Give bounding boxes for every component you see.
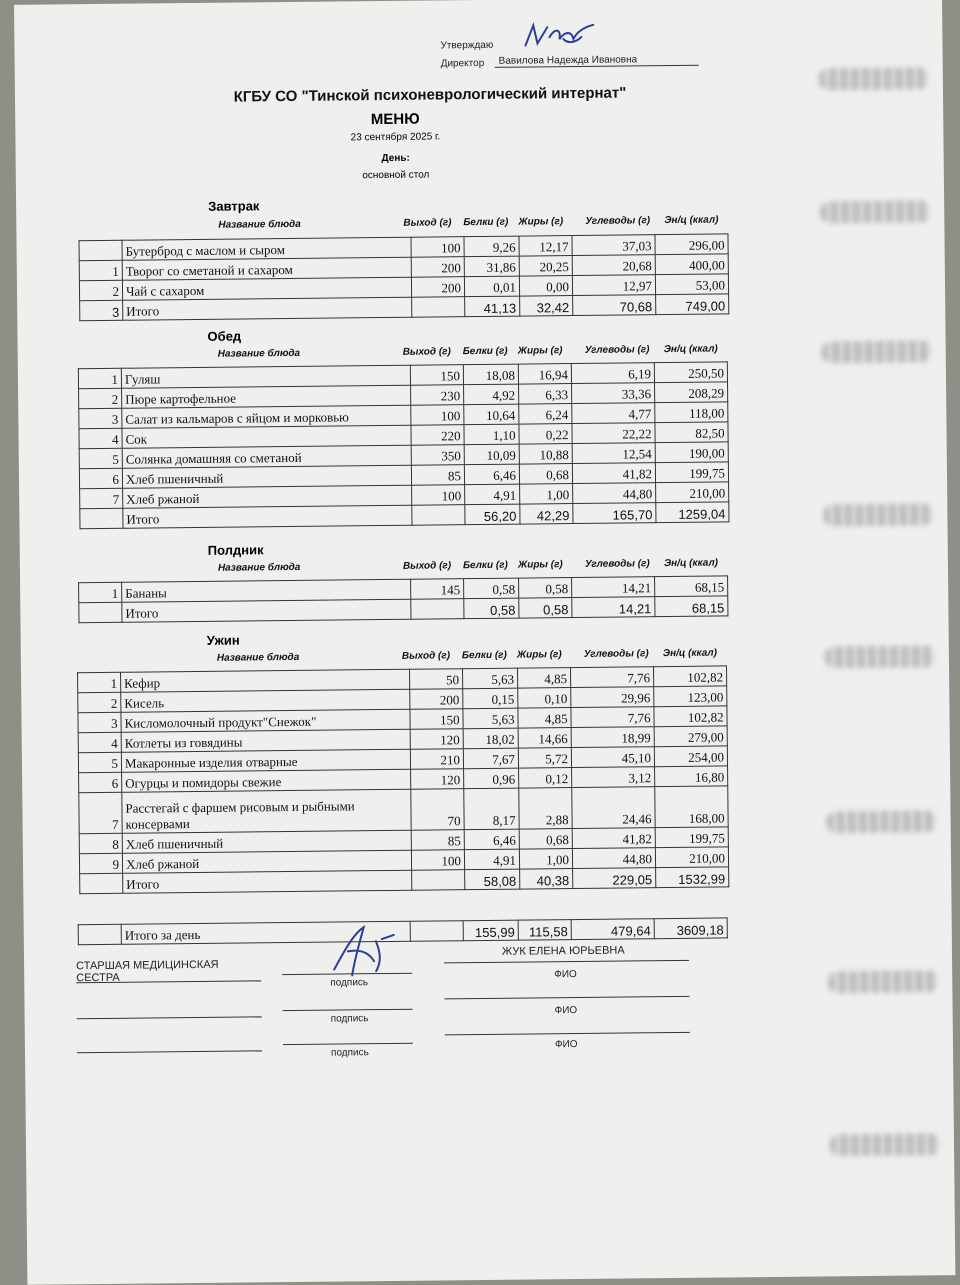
director-signature-icon — [519, 17, 609, 54]
position-line — [77, 1050, 262, 1053]
fat-cell: 1,00 — [520, 484, 573, 505]
row-number: 7 — [80, 488, 123, 508]
yield-cell: 100 — [411, 237, 464, 258]
bleed-through-mark — [828, 970, 938, 993]
energy-cell: 400,00 — [655, 254, 728, 275]
yield-cell: 220 — [411, 425, 464, 446]
energy-cell: 102,82 — [654, 706, 727, 727]
dish-name: Огурцы и помидоры свежие — [122, 769, 411, 792]
row-number: 3 — [78, 712, 121, 732]
energy-cell: 68,15 — [655, 576, 728, 597]
section-title: Обед — [207, 328, 242, 344]
column-header-carbs: Углеводы (г) — [583, 648, 649, 660]
dish-name: Салат из кальмаров с яйцом и морковью — [122, 405, 411, 428]
yield-cell: 120 — [410, 729, 463, 750]
energy-total: 1259,04 — [656, 502, 729, 523]
row-number — [79, 602, 122, 622]
energy-cell: 279,00 — [654, 726, 727, 747]
carbs-cell: 41,82 — [572, 463, 655, 484]
carbs-cell: 41,82 — [572, 828, 655, 849]
yield-cell: 100 — [411, 850, 464, 871]
fat-cell: 6,24 — [519, 404, 572, 425]
protein-cell: 18,08 — [463, 364, 518, 385]
fat-cell: 0,58 — [519, 578, 572, 599]
dish-name: Бутерброд с маслом и сыром — [122, 237, 411, 260]
yield-cell — [410, 921, 463, 942]
dish-name: Хлеб пшеничный — [122, 465, 411, 488]
row-number — [80, 873, 123, 893]
column-header-fat: Жиры (г) — [517, 559, 563, 571]
row-number: 8 — [79, 833, 122, 853]
energy-day-total: 3609,18 — [654, 918, 727, 939]
carbs-total: 165,70 — [573, 503, 656, 524]
protein-cell: 18,02 — [463, 728, 518, 749]
row-number: 3 — [79, 408, 122, 428]
carbs-cell: 20,68 — [572, 255, 655, 276]
dish-name: Кисломолочный продукт"Снежок" — [121, 709, 410, 732]
yield-cell: 120 — [411, 769, 464, 790]
yield-cell: 230 — [411, 385, 464, 406]
column-header-energy: Эн/ц (ккал) — [662, 647, 717, 660]
energy-cell: 210,00 — [655, 847, 728, 868]
yield-cell: 200 — [411, 277, 464, 298]
yield-cell: 210 — [410, 749, 463, 770]
row-number: 3 — [80, 300, 123, 320]
yield-cell — [412, 505, 465, 526]
row-number: 1 — [79, 260, 122, 280]
energy-cell: 16,80 — [655, 766, 728, 787]
dish-name: Расстегай с фаршем рисовым и рыбными консервами — [122, 789, 411, 833]
row-number: 1 — [78, 368, 121, 388]
row-number — [80, 508, 123, 528]
protein-cell: 1,10 — [464, 424, 519, 445]
energy-cell: 190,00 — [655, 442, 728, 463]
fio-label: ФИО — [554, 1039, 578, 1051]
row-number: 6 — [79, 468, 122, 488]
yield-cell: 100 — [411, 405, 464, 426]
dish-name: Хлеб пшеничный — [122, 830, 411, 853]
energy-cell: 208,29 — [655, 382, 728, 403]
carbs-cell: 12,54 — [572, 443, 655, 464]
protein-cell: 0,15 — [463, 688, 518, 709]
day-label: День: — [381, 152, 410, 165]
yield-cell: 70 — [411, 789, 464, 831]
column-header-carbs: Углеводы (г) — [585, 215, 651, 227]
protein-day-total: 155,99 — [463, 920, 518, 941]
dish-name: Котлеты из говядины — [121, 729, 410, 752]
carbs-cell: 45,10 — [571, 747, 654, 768]
row-number: 5 — [79, 448, 122, 468]
fat-day-total: 115,58 — [518, 920, 571, 941]
protein-cell: 4,91 — [464, 849, 519, 870]
menu-title: МЕНЮ — [370, 110, 420, 129]
fat-cell: 5,72 — [518, 748, 571, 769]
energy-total: 749,00 — [656, 294, 729, 315]
energy-cell: 53,00 — [655, 274, 728, 295]
section-title: Полдник — [207, 542, 264, 558]
table-type: основной стол — [362, 169, 430, 182]
dish-name: Хлеб ржаной — [122, 850, 411, 873]
fat-total: 32,42 — [520, 296, 573, 317]
row-number: 2 — [78, 692, 121, 712]
menu-document — [14, 0, 955, 1285]
fat-cell: 0,22 — [519, 424, 572, 445]
bleed-through-mark — [820, 200, 930, 223]
column-header-name: Название блюда — [216, 651, 300, 664]
dish-name: Пюре картофельное — [122, 385, 411, 408]
energy-cell: 82,50 — [655, 422, 728, 443]
fat-cell: 0,12 — [519, 768, 572, 789]
fat-cell: 10,88 — [519, 444, 572, 465]
yield-cell — [411, 599, 464, 620]
day-total-label: Итого за день — [121, 921, 410, 944]
bleed-through-mark — [823, 503, 933, 526]
sign-label: подпись — [330, 1013, 369, 1025]
total-label: Итого — [123, 870, 412, 893]
fat-cell: 12,17 — [519, 236, 572, 257]
column-header-energy: Эн/ц (ккал) — [663, 557, 719, 570]
total-label: Итого — [122, 599, 411, 622]
protein-total: 41,13 — [465, 296, 520, 317]
meal-table — [77, 665, 729, 894]
carbs-total: 14,21 — [572, 597, 655, 618]
carbs-cell: 12,97 — [572, 275, 655, 296]
name-line — [444, 996, 689, 1000]
yield-cell: 85 — [411, 830, 464, 851]
carbs-cell: 44,80 — [572, 848, 655, 869]
name-line — [444, 960, 689, 964]
carbs-cell: 4,77 — [572, 403, 655, 424]
protein-cell: 0,96 — [464, 768, 519, 789]
carbs-total: 229,05 — [573, 868, 656, 889]
yield-cell: 200 — [410, 689, 463, 710]
column-header-fat: Жиры (г) — [516, 649, 562, 661]
fat-total: 0,58 — [519, 598, 572, 619]
carbs-cell: 29,96 — [571, 687, 654, 708]
row-number: 6 — [79, 772, 122, 792]
fat-cell: 1,00 — [519, 849, 572, 870]
approve-label: Утверждаю — [440, 39, 494, 52]
fat-cell: 4,85 — [518, 708, 571, 729]
energy-total: 1532,99 — [656, 867, 729, 888]
column-header-energy: Эн/ц (ккал) — [663, 343, 718, 356]
protein-cell: 4,92 — [464, 384, 519, 405]
protein-cell: 0,58 — [464, 578, 519, 599]
name-line — [445, 1032, 690, 1036]
sign-label: подпись — [330, 1047, 369, 1059]
row-number: 1 — [79, 582, 122, 602]
row-number — [79, 240, 122, 260]
row-number: 5 — [78, 752, 121, 772]
meal-table — [78, 361, 730, 529]
energy-cell: 199,75 — [655, 462, 728, 483]
fat-cell: 0,68 — [519, 464, 572, 485]
carbs-total: 70,68 — [573, 295, 656, 316]
protein-cell: 4,91 — [465, 484, 520, 505]
table-row — [79, 786, 728, 834]
energy-cell: 254,00 — [654, 746, 727, 767]
dish-name: Хлеб ржаной — [123, 485, 412, 508]
fio-label: ФИО — [554, 1005, 578, 1017]
menu-date: 23 сентября 2025 г. — [350, 131, 441, 144]
protein-total: 0,58 — [464, 598, 519, 619]
dish-name: Творог со сметаной и сахаром — [122, 257, 411, 280]
director-label: Директор — [440, 57, 485, 70]
protein-cell: 6,46 — [464, 829, 519, 850]
column-header-energy: Эн/ц (ккал) — [664, 214, 719, 227]
energy-cell: 102,82 — [653, 666, 726, 687]
dish-name: Макаронные изделия отварные — [121, 749, 410, 772]
bleed-through-mark — [830, 1133, 940, 1156]
protein-cell: 0,01 — [464, 276, 519, 297]
column-header-protein: Белки (г) — [461, 649, 507, 662]
row-number: 1 — [78, 672, 121, 692]
column-header-protein: Белки (г) — [462, 559, 508, 572]
org-name: КГБУ СО "Тинской психоневрологический интернат" — [233, 84, 627, 106]
energy-cell: 210,00 — [656, 482, 729, 503]
protein-total: 58,08 — [465, 869, 520, 890]
carbs-day-total: 479,64 — [571, 919, 654, 940]
carbs-cell: 22,22 — [572, 423, 655, 444]
row-number: 2 — [79, 388, 122, 408]
section-title: Завтрак — [208, 198, 260, 214]
sign-line — [283, 1009, 413, 1011]
position-line — [77, 1016, 262, 1019]
sign-label: подпись — [330, 977, 369, 989]
yield-cell: 50 — [410, 669, 463, 690]
carbs-cell: 44,80 — [573, 483, 656, 504]
fat-total: 42,29 — [520, 504, 573, 525]
column-header-protein: Белки (г) — [462, 345, 508, 358]
yield-cell: 100 — [412, 485, 465, 506]
position-label: СТАРШАЯ МЕДИЦИНСКАЯ СЕСТРА — [76, 958, 219, 985]
carbs-cell: 6,19 — [571, 363, 654, 384]
dish-name: Сок — [122, 425, 411, 448]
fat-cell: 2,88 — [519, 788, 572, 830]
yield-cell: 85 — [411, 465, 464, 486]
energy-cell: 118,00 — [655, 402, 728, 423]
row-number: 4 — [79, 428, 122, 448]
dish-name: Кисель — [121, 689, 410, 712]
energy-cell: 123,00 — [654, 686, 727, 707]
column-header-name: Название блюда — [217, 561, 301, 574]
dish-name: Бананы — [122, 579, 411, 602]
dish-name: Кефир — [121, 669, 410, 692]
carbs-cell: 14,21 — [572, 577, 655, 598]
column-header-yield: Выход (г) — [403, 217, 452, 229]
column-header-yield: Выход (г) — [402, 560, 452, 572]
bleed-through-mark — [825, 645, 935, 668]
fat-cell: 20,25 — [519, 256, 572, 277]
fat-cell: 0,68 — [519, 829, 572, 850]
energy-cell: 250,50 — [654, 362, 727, 383]
row-number: 7 — [79, 792, 122, 833]
yield-cell — [412, 870, 465, 891]
carbs-cell: 24,46 — [572, 787, 655, 829]
fat-cell: 6,33 — [519, 384, 572, 405]
column-header-carbs: Углеводы (г) — [584, 558, 650, 570]
carbs-cell: 7,76 — [570, 667, 653, 688]
fat-cell: 16,94 — [518, 364, 571, 385]
bleed-through-mark — [822, 340, 932, 363]
protein-total: 56,20 — [465, 504, 520, 525]
total-label: Итого — [123, 297, 412, 320]
row-number: 9 — [79, 853, 122, 873]
yield-cell: 150 — [410, 365, 463, 386]
yield-cell: 200 — [411, 257, 464, 278]
carbs-cell: 18,99 — [571, 727, 654, 748]
energy-cell: 296,00 — [655, 234, 728, 255]
nurse-signature-icon — [324, 921, 405, 982]
fio-label: ФИО — [554, 969, 577, 981]
protein-cell: 10,09 — [464, 444, 519, 465]
fat-cell: 0,00 — [519, 276, 572, 297]
yield-cell: 145 — [411, 579, 464, 600]
energy-cell: 199,75 — [655, 827, 728, 848]
column-header-fat: Жиры (г) — [517, 345, 563, 357]
carbs-cell: 7,76 — [571, 707, 654, 728]
carbs-cell: 33,36 — [572, 383, 655, 404]
column-header-yield: Выход (г) — [402, 346, 451, 358]
director-name: Вавилова Надежда Ивановна — [495, 54, 699, 68]
yield-cell: 150 — [410, 709, 463, 730]
total-label: Итого — [123, 505, 412, 528]
fat-cell: 0,10 — [518, 688, 571, 709]
protein-cell: 5,63 — [463, 708, 518, 729]
carbs-cell: 3,12 — [572, 767, 655, 788]
yield-cell: 350 — [411, 445, 464, 466]
row-number: 2 — [79, 280, 122, 300]
protein-cell: 6,46 — [464, 464, 519, 485]
column-header-protein: Белки (г) — [463, 216, 509, 229]
protein-cell: 5,63 — [463, 668, 518, 689]
dish-name: Солянка домашняя со сметаной — [122, 445, 411, 468]
row-number — [78, 924, 121, 944]
yield-cell — [412, 297, 465, 318]
row-number: 4 — [78, 732, 121, 752]
section-title: Ужин — [206, 632, 240, 648]
protein-cell: 10,64 — [464, 404, 519, 425]
fat-cell: 4,85 — [517, 668, 570, 689]
meal-table — [78, 233, 729, 321]
column-header-name: Название блюда — [217, 347, 301, 360]
protein-cell: 8,17 — [464, 788, 519, 830]
protein-cell: 7,67 — [463, 748, 518, 769]
energy-cell: 168,00 — [655, 786, 728, 828]
sign-line — [283, 1043, 413, 1045]
protein-cell: 31,86 — [464, 256, 519, 277]
column-header-name: Название блюда — [218, 218, 301, 231]
energy-total: 68,15 — [655, 596, 728, 617]
column-header-fat: Жиры (г) — [518, 216, 564, 228]
bleed-through-mark — [827, 810, 937, 833]
meal-table — [78, 575, 728, 623]
protein-cell: 9,26 — [464, 236, 519, 257]
column-header-carbs: Углеводы (г) — [584, 344, 650, 356]
carbs-cell: 37,03 — [572, 235, 655, 256]
dish-name: Чай с сахаром — [122, 277, 411, 300]
fat-total: 40,38 — [520, 869, 573, 890]
column-header-yield: Выход (г) — [401, 650, 451, 662]
responsible-name: ЖУК ЕЛЕНА ЮРЬЕВНА — [501, 944, 625, 958]
fat-cell: 14,66 — [518, 728, 571, 749]
dish-name: Гуляш — [121, 365, 410, 388]
